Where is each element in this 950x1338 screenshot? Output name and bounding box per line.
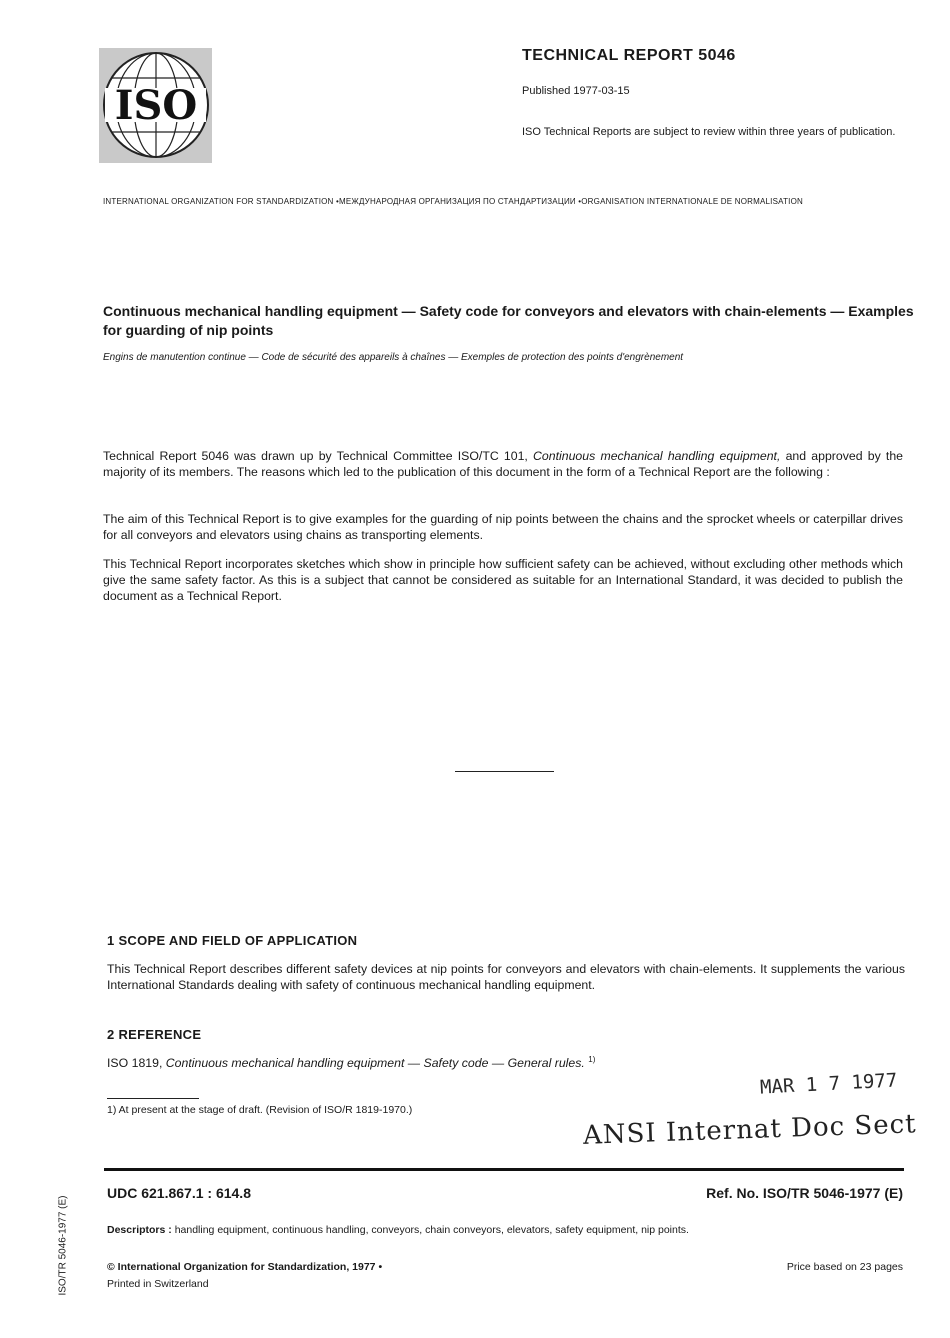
footnote: 1) At present at the stage of draft. (Revision of ISO/R 1819-1970.) (107, 1104, 413, 1116)
document-title: Continuous mechanical handling equipment — Safety code for conveyors and elevators with chain-elements — Examples for guarding of nip points (103, 303, 914, 338)
french-title: Engins de manutention continue — Code de sécurité des appareils à chaînes — Exemples de protection des points d'engrènement (103, 352, 684, 363)
printed-in: Printed in Switzerland (107, 1278, 209, 1290)
ansi-stamp: ANSI Internat Doc Sect (582, 1109, 918, 1151)
section-1-heading: 1 SCOPE AND FIELD OF APPLICATION (107, 933, 358, 948)
intro-paragraph-2: The aim of this Technical Report is to give examples for the guarding of nip points between the chains and the sprocket wheels or caterpillar drives for all conveyors and elevators using chains as transporting elements. (103, 512, 903, 542)
section-2-heading: 2 REFERENCE (107, 1027, 202, 1042)
review-note: ISO Technical Reports are subject to review within three years of publication. (522, 126, 896, 138)
section-divider (455, 771, 554, 772)
copyright: © International Organization for Standardization, 1977 • (107, 1261, 383, 1273)
received-date-stamp: MAR 1 7 1977 (759, 1069, 898, 1099)
intro-paragraph-1: Technical Report 5046 was drawn up by Technical Committee ISO/TC 101, Continuous mechanical handling equipment, and approved by the majority of its members. The reasons which led to the publication of this document in the form of a Technical Report are the following : (103, 449, 904, 479)
organization-line: INTERNATIONAL ORGANIZATION FOR STANDARDIZATION •МЕЖДУНАРОДНАЯ ОРГАНИЗАЦИЯ ПО СТАНДАРТИЗАЦИИ •ORGANISATION INTERNATIONALE DE NORMALISATION (103, 197, 803, 206)
section-1-text: This Technical Report describes different safety devices at nip points for conveyors and elevators with chain-elements. It supplements the various International Standards dealing with safety of continuous mechanical handling equipment. (107, 962, 905, 992)
reference-line: ISO 1819, Continuous mechanical handling equipment — Safety code — General rules. $^{1)}$ (107, 1055, 596, 1071)
price-note: Price based on 23 pages (786, 1261, 903, 1273)
reference-number: Ref. No. ISO/TR 5046-1977 (E) (706, 1185, 903, 1201)
published-date: Published 1977-03-15 (522, 85, 630, 97)
footnote-rule (107, 1098, 199, 1099)
descriptors: Descriptors : handling equipment, continuous handling, conveyors, chain conveyors, elevators, safety equipment, nip points. (107, 1224, 689, 1236)
report-title: TECHNICAL REPORT 5046 (522, 47, 736, 64)
footer-rule (104, 1168, 904, 1171)
intro-paragraph-3: This Technical Report incorporates sketches which show in principle how sufficient safety can be achieved, without excluding other methods which give the same safety factor. As this is a subject that cannot be considered as suitable for an International Standard, it was decided to publish the document as a Technical Report. (103, 557, 903, 603)
side-label: ISO/TR 5046-1977 (E) (57, 1195, 69, 1296)
udc-number: UDC 621.867.1 : 614.8 (107, 1185, 251, 1201)
iso-logo (99, 48, 212, 163)
iso-logo-text: ISO (114, 82, 198, 129)
